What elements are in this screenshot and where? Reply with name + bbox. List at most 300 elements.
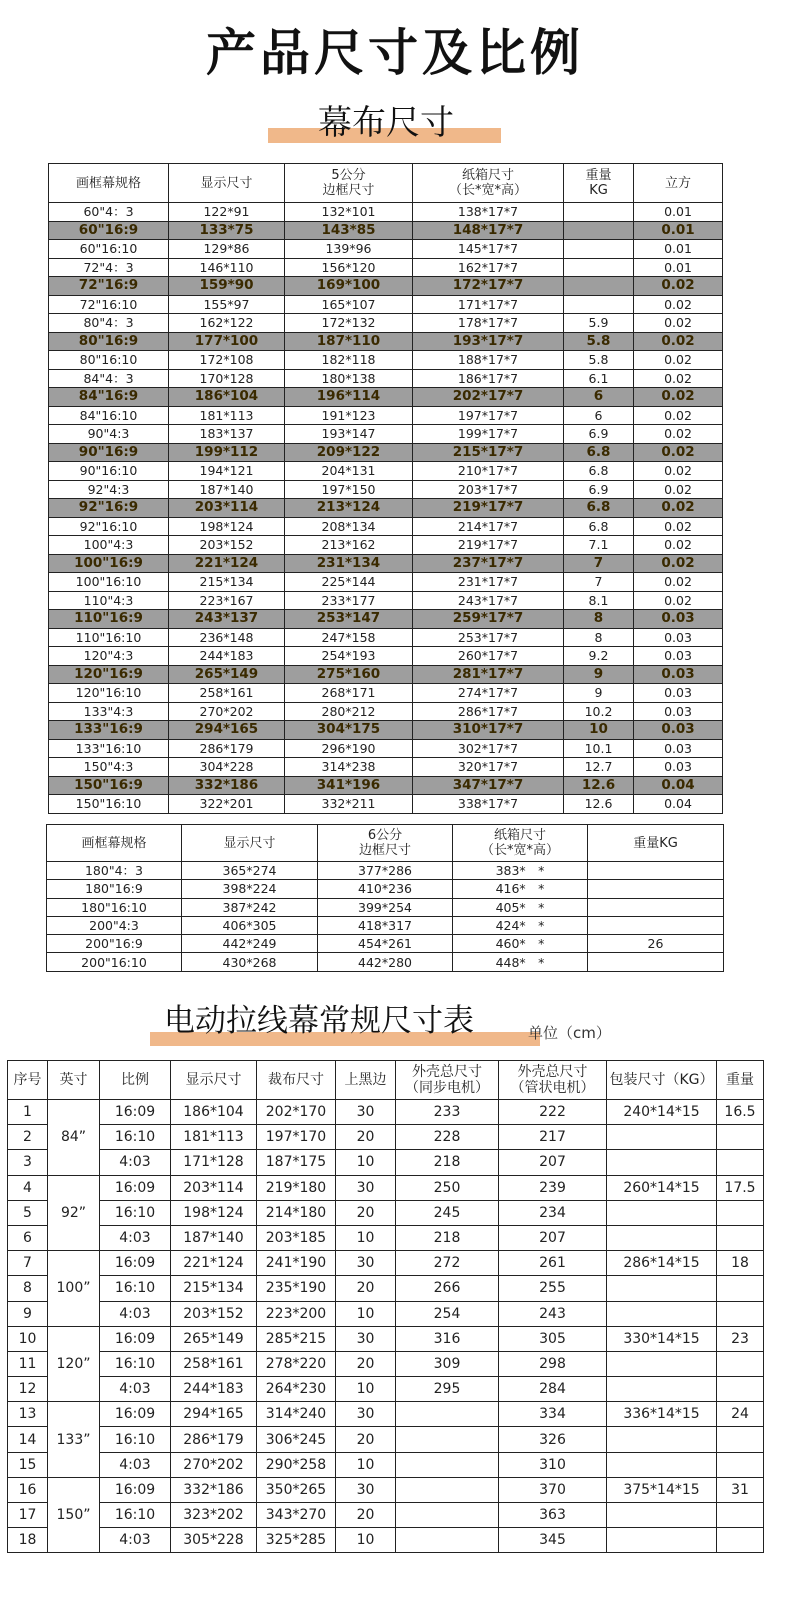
table-cell: 8 xyxy=(564,628,634,647)
table-cell: 325*285 xyxy=(257,1528,336,1553)
table-row xyxy=(49,628,723,647)
table-cell: 266 xyxy=(396,1276,499,1301)
table-cell: 345 xyxy=(499,1528,607,1553)
table-cell: 410*236 xyxy=(318,880,453,898)
table-cell: 365*274 xyxy=(182,862,318,880)
table-cell: 290*258 xyxy=(257,1452,336,1477)
table-cell xyxy=(564,221,634,240)
table-cell: 20 xyxy=(336,1276,396,1301)
table-cell: 0.02 xyxy=(634,314,723,333)
table-cell: 133"16:9 xyxy=(49,721,169,740)
table-cell: 0.02 xyxy=(634,517,723,536)
table-cell: 243*137 xyxy=(169,610,285,629)
table-cell xyxy=(588,898,724,916)
table-cell xyxy=(396,1402,499,1427)
pack-size-cell xyxy=(607,1528,717,1553)
table-cell: 237*17*7 xyxy=(413,554,564,573)
table-cell: 84"4：3 xyxy=(49,369,169,388)
table-cell: 181*113 xyxy=(171,1125,257,1150)
table-cell: 60"16:10 xyxy=(49,240,169,259)
table-cell: 6.8 xyxy=(564,517,634,536)
table-cell: 188*17*7 xyxy=(413,351,564,370)
table-cell: 323*202 xyxy=(171,1503,257,1528)
table-cell: 122*91 xyxy=(169,203,285,222)
table-row xyxy=(49,721,723,740)
table-cell: 180"4：3 xyxy=(47,862,182,880)
table-row xyxy=(49,462,723,481)
table-row xyxy=(8,1377,764,1402)
large-screen-size-table xyxy=(46,824,724,972)
pack-size-cell xyxy=(607,1351,717,1376)
table-cell: 284 xyxy=(499,1377,607,1402)
table-cell: 7 xyxy=(564,554,634,573)
table-cell: 16:09 xyxy=(100,1477,171,1502)
table-cell: 448* * xyxy=(453,953,588,971)
table-cell: 383* * xyxy=(453,862,588,880)
table-cell: 84"16:10 xyxy=(49,406,169,425)
table-cell: 9.2 xyxy=(564,647,634,666)
table-cell: 218 xyxy=(396,1150,499,1175)
table-cell: 170*128 xyxy=(169,369,285,388)
table-cell: 286*179 xyxy=(169,739,285,758)
table-cell xyxy=(396,1452,499,1477)
pack-size-cell xyxy=(607,1503,717,1528)
table-cell: 424* * xyxy=(453,916,588,934)
table-row xyxy=(49,369,723,388)
pack-size-cell xyxy=(607,1301,717,1326)
table-cell: 0.02 xyxy=(634,536,723,555)
weight-cell xyxy=(717,1200,764,1225)
table-cell: 203*114 xyxy=(171,1175,257,1200)
pack-size-cell xyxy=(607,1150,717,1175)
table-cell: 165*107 xyxy=(285,295,413,314)
column-header: 画框幕规格 xyxy=(47,825,182,862)
table-row xyxy=(8,1150,764,1175)
table-cell: 305*228 xyxy=(171,1528,257,1553)
table-row xyxy=(49,591,723,610)
table-cell: 92"16:10 xyxy=(49,517,169,536)
table-cell: 146*110 xyxy=(169,258,285,277)
table-cell xyxy=(588,916,724,934)
column-header: 5公分 边框尺寸 xyxy=(285,164,413,203)
table-cell: 0.02 xyxy=(634,332,723,351)
table-cell: 193*17*7 xyxy=(413,332,564,351)
pack-size-cell xyxy=(607,1276,717,1301)
table-cell: 222 xyxy=(499,1100,607,1125)
table-row xyxy=(8,1225,764,1250)
table-cell: 72"16:10 xyxy=(49,295,169,314)
table-cell: 253*17*7 xyxy=(413,628,564,647)
table-cell: 221*124 xyxy=(171,1251,257,1276)
table-cell: 239 xyxy=(499,1175,607,1200)
row-number: 6 xyxy=(8,1225,48,1250)
table-cell: 306*245 xyxy=(257,1427,336,1452)
table-cell: 247*158 xyxy=(285,628,413,647)
table-cell: 72"16:9 xyxy=(49,277,169,296)
table-cell: 213*124 xyxy=(285,499,413,518)
table-cell: 9 xyxy=(564,665,634,684)
table-cell: 223*200 xyxy=(257,1301,336,1326)
table-row xyxy=(49,480,723,499)
table-cell: 4:03 xyxy=(100,1377,171,1402)
table-cell: 171*17*7 xyxy=(413,295,564,314)
table-cell: 314*238 xyxy=(285,758,413,777)
table-cell: 294*165 xyxy=(171,1402,257,1427)
table-cell: 198*124 xyxy=(171,1200,257,1225)
table-cell: 0.02 xyxy=(634,443,723,462)
table-cell: 430*268 xyxy=(182,953,318,971)
table-cell: 20 xyxy=(336,1503,396,1528)
table-cell: 304*228 xyxy=(169,758,285,777)
table-row xyxy=(47,953,724,971)
table-cell: 0.01 xyxy=(634,221,723,240)
table-cell: 84"16:9 xyxy=(49,388,169,407)
table-cell: 4:03 xyxy=(100,1452,171,1477)
weight-cell: 24 xyxy=(717,1402,764,1427)
table-cell: 274*17*7 xyxy=(413,684,564,703)
table-cell: 0.02 xyxy=(634,351,723,370)
table-cell xyxy=(564,203,634,222)
pack-size-cell xyxy=(607,1125,717,1150)
table-cell: 16:09 xyxy=(100,1100,171,1125)
table-cell: 343*270 xyxy=(257,1503,336,1528)
table-cell: 10 xyxy=(336,1452,396,1477)
table-row xyxy=(49,314,723,333)
table-row xyxy=(49,647,723,666)
column-header: 英寸 xyxy=(48,1061,100,1100)
pack-size-cell: 375*14*15 xyxy=(607,1477,717,1502)
row-number: 4 xyxy=(8,1175,48,1200)
weight-cell xyxy=(717,1377,764,1402)
table-cell: 261 xyxy=(499,1251,607,1276)
table-cell: 30 xyxy=(336,1326,396,1351)
column-header: 立方 xyxy=(634,164,723,203)
table-cell: 243 xyxy=(499,1301,607,1326)
table-row xyxy=(49,332,723,351)
table-cell: 7 xyxy=(564,573,634,592)
table-cell: 5.9 xyxy=(564,314,634,333)
table-row xyxy=(8,1326,764,1351)
weight-cell xyxy=(717,1528,764,1553)
table-cell: 148*17*7 xyxy=(413,221,564,240)
table-cell: 243*17*7 xyxy=(413,591,564,610)
table-cell: 258*161 xyxy=(171,1351,257,1376)
table-cell: 260*17*7 xyxy=(413,647,564,666)
weight-cell xyxy=(717,1452,764,1477)
table-cell: 398*224 xyxy=(182,880,318,898)
table-cell: 92"16:9 xyxy=(49,499,169,518)
table-cell: 302*17*7 xyxy=(413,739,564,758)
table-cell: 0.02 xyxy=(634,480,723,499)
row-number: 2 xyxy=(8,1125,48,1150)
table-cell: 187*175 xyxy=(257,1150,336,1175)
table-cell: 120"16:10 xyxy=(49,684,169,703)
table-row xyxy=(49,536,723,555)
table-cell: 207 xyxy=(499,1225,607,1250)
table-cell: 225*144 xyxy=(285,573,413,592)
table-cell: 215*17*7 xyxy=(413,443,564,462)
table-row xyxy=(8,1200,764,1225)
table-cell: 10 xyxy=(336,1150,396,1175)
table-cell: 334 xyxy=(499,1402,607,1427)
table-row xyxy=(49,702,723,721)
table-cell: 100"16:9 xyxy=(49,554,169,573)
table-cell: 241*190 xyxy=(257,1251,336,1276)
column-header: 重量 KG xyxy=(564,164,634,203)
row-number: 1 xyxy=(8,1100,48,1125)
table-cell: 172*108 xyxy=(169,351,285,370)
table-cell: 286*17*7 xyxy=(413,702,564,721)
table-cell: 156*120 xyxy=(285,258,413,277)
table-row xyxy=(47,916,724,934)
table-cell: 0.02 xyxy=(634,277,723,296)
table-cell: 0.03 xyxy=(634,758,723,777)
table-cell: 203*152 xyxy=(169,536,285,555)
table-cell: 12.6 xyxy=(564,776,634,795)
inch-cell: 84” xyxy=(48,1100,100,1176)
table-row xyxy=(49,795,723,814)
table-cell: 80"16:10 xyxy=(49,351,169,370)
weight-cell xyxy=(717,1427,764,1452)
table-cell: 133"16:10 xyxy=(49,739,169,758)
table-cell: 9 xyxy=(564,684,634,703)
table-cell: 0.02 xyxy=(634,573,723,592)
weight-cell: 23 xyxy=(717,1326,764,1351)
table-cell: 16:09 xyxy=(100,1251,171,1276)
table-cell: 4:03 xyxy=(100,1225,171,1250)
weight-cell: 16.5 xyxy=(717,1100,764,1125)
table-cell: 0.03 xyxy=(634,647,723,666)
table-cell xyxy=(396,1477,499,1502)
pack-size-cell: 330*14*15 xyxy=(607,1326,717,1351)
weight-cell: 17.5 xyxy=(717,1175,764,1200)
table-cell: 180*138 xyxy=(285,369,413,388)
table-cell: 90"4:3 xyxy=(49,425,169,444)
table-cell: 10 xyxy=(564,721,634,740)
table-cell: 0.01 xyxy=(634,203,723,222)
table-cell: 155*97 xyxy=(169,295,285,314)
table-row xyxy=(49,388,723,407)
table-cell: 16:09 xyxy=(100,1175,171,1200)
table-cell: 320*17*7 xyxy=(413,758,564,777)
table-cell: 347*17*7 xyxy=(413,776,564,795)
pack-size-cell xyxy=(607,1225,717,1250)
column-header: 纸箱尺寸 （长*宽*高） xyxy=(413,164,564,203)
table-cell: 199*17*7 xyxy=(413,425,564,444)
table-cell: 197*170 xyxy=(257,1125,336,1150)
table-cell: 0.02 xyxy=(634,406,723,425)
table-cell: 294*165 xyxy=(169,721,285,740)
table-cell: 406*305 xyxy=(182,916,318,934)
table-cell: 8.1 xyxy=(564,591,634,610)
table-row xyxy=(8,1477,764,1502)
table-cell: 209*122 xyxy=(285,443,413,462)
weight-cell xyxy=(717,1125,764,1150)
table-cell: 10.1 xyxy=(564,739,634,758)
row-number: 15 xyxy=(8,1452,48,1477)
table-cell: 223*167 xyxy=(169,591,285,610)
table-row xyxy=(8,1251,764,1276)
table-cell: 203*17*7 xyxy=(413,480,564,499)
table-cell: 180"16:10 xyxy=(47,898,182,916)
table-cell: 4:03 xyxy=(100,1301,171,1326)
table-cell xyxy=(588,880,724,898)
table-cell: 387*242 xyxy=(182,898,318,916)
column-header: 包装尺寸（KG） xyxy=(607,1061,717,1100)
table-cell xyxy=(564,277,634,296)
row-number: 18 xyxy=(8,1528,48,1553)
table-cell: 186*17*7 xyxy=(413,369,564,388)
table-cell: 231*134 xyxy=(285,554,413,573)
table-cell: 10 xyxy=(336,1301,396,1326)
row-number: 7 xyxy=(8,1251,48,1276)
table-row xyxy=(49,684,723,703)
table-cell: 219*17*7 xyxy=(413,536,564,555)
table-cell: 244*183 xyxy=(171,1377,257,1402)
table-cell: 20 xyxy=(336,1351,396,1376)
table-cell: 6.8 xyxy=(564,499,634,518)
row-number: 11 xyxy=(8,1351,48,1376)
table-row xyxy=(49,425,723,444)
table-cell: 139*96 xyxy=(285,240,413,259)
table-cell: 341*196 xyxy=(285,776,413,795)
column-header: 重量 xyxy=(717,1061,764,1100)
table-cell: 6 xyxy=(564,388,634,407)
table-row xyxy=(49,295,723,314)
table-cell: 5.8 xyxy=(564,351,634,370)
table-cell: 120"16:9 xyxy=(49,665,169,684)
table-cell: 10.2 xyxy=(564,702,634,721)
table-cell: 200"16:9 xyxy=(47,935,182,953)
table-cell: 272 xyxy=(396,1251,499,1276)
table-row xyxy=(49,443,723,462)
table-cell: 197*17*7 xyxy=(413,406,564,425)
table-cell xyxy=(564,240,634,259)
table-cell: 278*220 xyxy=(257,1351,336,1376)
table-cell: 0.03 xyxy=(634,684,723,703)
row-number: 10 xyxy=(8,1326,48,1351)
table-row xyxy=(47,880,724,898)
table-cell: 6 xyxy=(564,406,634,425)
table-cell: 218 xyxy=(396,1225,499,1250)
table-cell: 60"16:9 xyxy=(49,221,169,240)
table-cell: 0.03 xyxy=(634,628,723,647)
table-cell: 363 xyxy=(499,1503,607,1528)
table-cell: 316 xyxy=(396,1326,499,1351)
table-cell: 228 xyxy=(396,1125,499,1150)
row-number: 12 xyxy=(8,1377,48,1402)
table-row xyxy=(49,610,723,629)
table-cell: 10 xyxy=(336,1528,396,1553)
weight-cell: 31 xyxy=(717,1477,764,1502)
table-cell: 187*140 xyxy=(169,480,285,499)
table-cell: 26 xyxy=(588,935,724,953)
table-cell: 215*134 xyxy=(171,1276,257,1301)
electric-screen-size-table xyxy=(7,1060,764,1553)
table-cell: 138*17*7 xyxy=(413,203,564,222)
table-cell: 30 xyxy=(336,1251,396,1276)
table-cell: 442*249 xyxy=(182,935,318,953)
table-cell xyxy=(396,1427,499,1452)
table-cell: 0.02 xyxy=(634,591,723,610)
table-cell: 0.02 xyxy=(634,462,723,481)
table-cell: 199*112 xyxy=(169,443,285,462)
table-cell: 332*186 xyxy=(169,776,285,795)
table-cell: 295 xyxy=(396,1377,499,1402)
table-cell: 172*17*7 xyxy=(413,277,564,296)
table-cell: 258*161 xyxy=(169,684,285,703)
column-header: 外壳总尺寸 （同步电机） xyxy=(396,1061,499,1100)
table-cell: 169*100 xyxy=(285,277,413,296)
pack-size-cell: 240*14*15 xyxy=(607,1100,717,1125)
table-cell: 16:10 xyxy=(100,1351,171,1376)
table-cell: 0.02 xyxy=(634,425,723,444)
table-row xyxy=(49,517,723,536)
header-row xyxy=(8,1061,764,1100)
inch-cell: 133” xyxy=(48,1402,100,1478)
table-cell: 253*147 xyxy=(285,610,413,629)
table-cell: 0.02 xyxy=(634,295,723,314)
table-cell: 0.01 xyxy=(634,258,723,277)
pack-size-cell: 286*14*15 xyxy=(607,1251,717,1276)
pack-size-cell: 336*14*15 xyxy=(607,1402,717,1427)
table-cell: 16:10 xyxy=(100,1200,171,1225)
table-cell: 187*110 xyxy=(285,332,413,351)
table-cell: 281*17*7 xyxy=(413,665,564,684)
table-cell: 7.1 xyxy=(564,536,634,555)
table-cell: 200"16:10 xyxy=(47,953,182,971)
table-cell: 80"16:9 xyxy=(49,332,169,351)
column-header: 比例 xyxy=(100,1061,171,1100)
table-cell: 20 xyxy=(336,1125,396,1150)
table-cell: 10 xyxy=(336,1377,396,1402)
table-cell: 332*211 xyxy=(285,795,413,814)
table-cell: 16:10 xyxy=(100,1276,171,1301)
column-header: 显示尺寸 xyxy=(182,825,318,862)
weight-cell xyxy=(717,1503,764,1528)
table-row xyxy=(8,1301,764,1326)
table-cell: 0.02 xyxy=(634,388,723,407)
table-row xyxy=(49,351,723,370)
pack-size-cell xyxy=(607,1200,717,1225)
table-cell: 255 xyxy=(499,1276,607,1301)
table-row xyxy=(8,1528,764,1553)
table-cell: 215*134 xyxy=(169,573,285,592)
table-cell: 200"4:3 xyxy=(47,916,182,934)
table-row xyxy=(49,776,723,795)
table-cell: 204*131 xyxy=(285,462,413,481)
table-cell: 186*104 xyxy=(169,388,285,407)
table-cell: 0.04 xyxy=(634,776,723,795)
column-header: 外壳总尺寸 （管状电机） xyxy=(499,1061,607,1100)
table-cell: 0.03 xyxy=(634,721,723,740)
table-cell: 191*123 xyxy=(285,406,413,425)
table-row xyxy=(47,935,724,953)
pack-size-cell xyxy=(607,1377,717,1402)
table-cell: 322*201 xyxy=(169,795,285,814)
table-cell: 309 xyxy=(396,1351,499,1376)
table-cell: 304*175 xyxy=(285,721,413,740)
table-cell: 100"16:10 xyxy=(49,573,169,592)
table-cell: 162*17*7 xyxy=(413,258,564,277)
row-number: 13 xyxy=(8,1402,48,1427)
table-cell: 270*202 xyxy=(169,702,285,721)
table-cell: 418*317 xyxy=(318,916,453,934)
table-row xyxy=(8,1452,764,1477)
table-cell: 6.1 xyxy=(564,369,634,388)
table-cell: 0.03 xyxy=(634,665,723,684)
table-cell: 150"16:10 xyxy=(49,795,169,814)
